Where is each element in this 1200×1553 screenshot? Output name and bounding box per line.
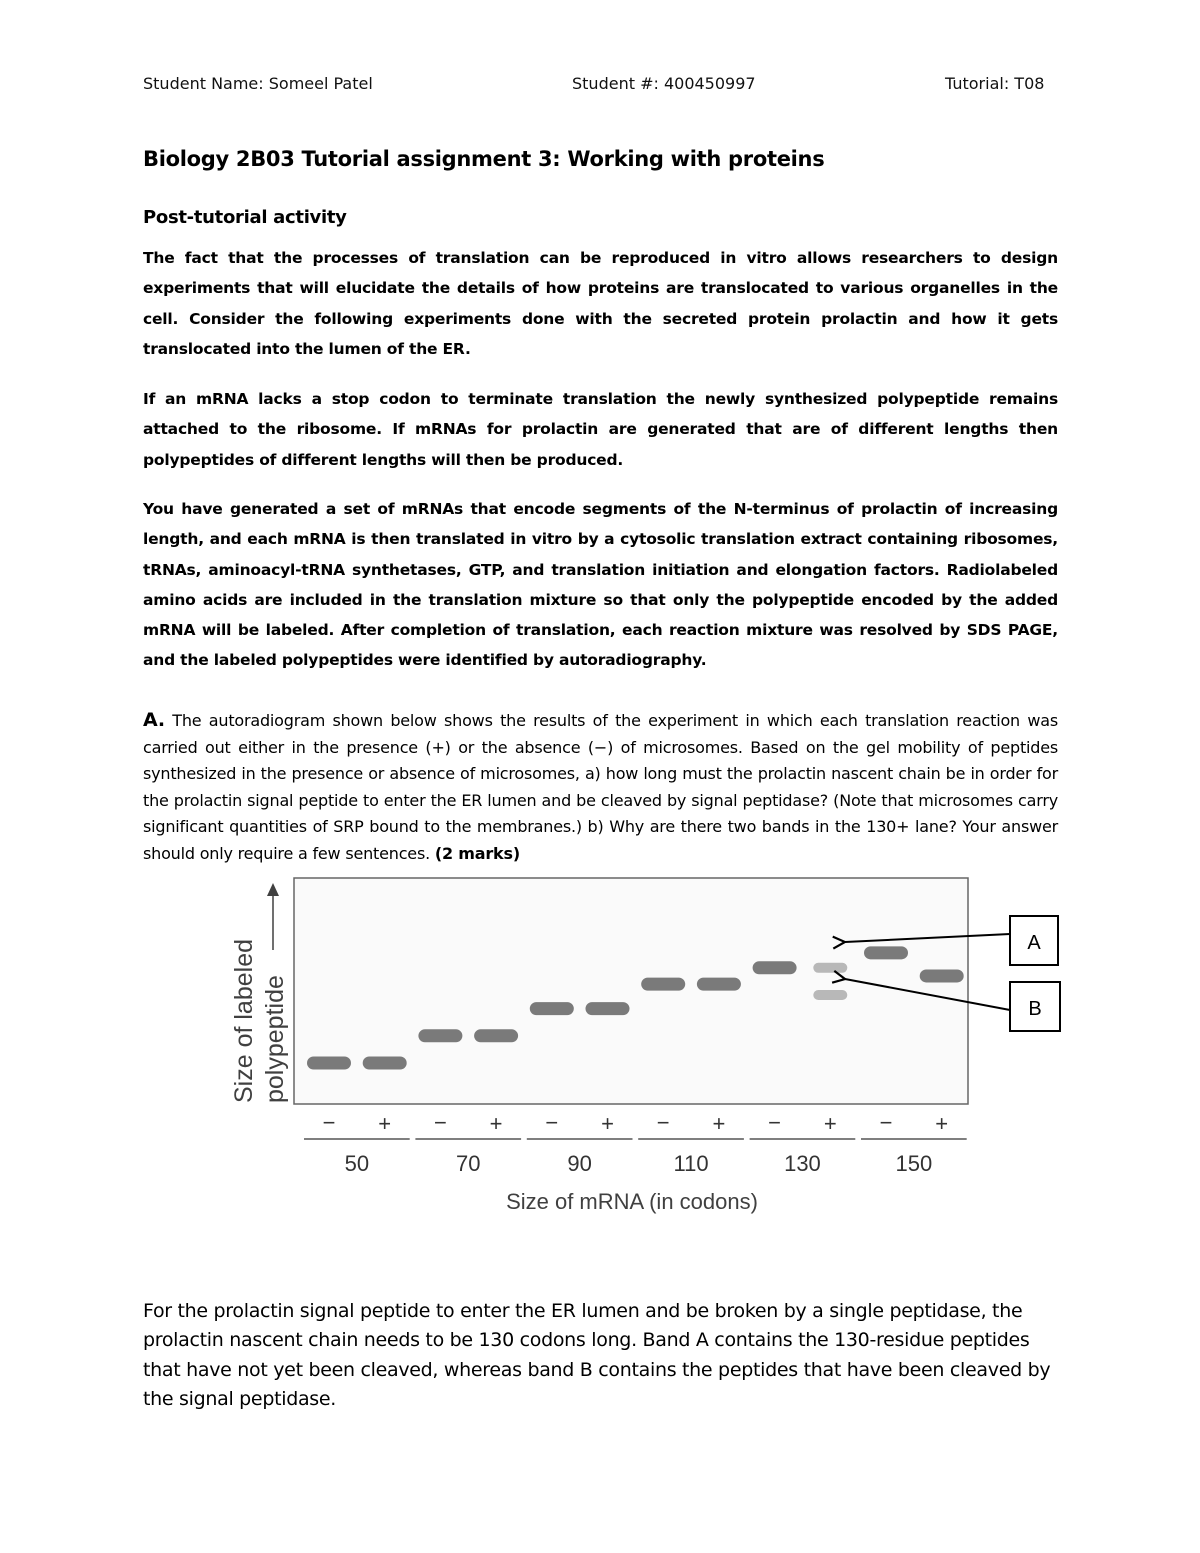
gel-band-130-plus-a-0: [813, 963, 847, 973]
lane-sign-150-minus: −: [879, 1110, 893, 1135]
gel-band-130-plus-b-1: [813, 990, 847, 1000]
callout-b-label: B: [1028, 998, 1042, 1020]
lane-sign-90-plus: +: [601, 1111, 614, 1136]
gel-band-110-minus-0: [641, 978, 685, 991]
lane-sign-50-plus: +: [378, 1111, 392, 1136]
y-axis-label-line-1: Size of labeled: [230, 938, 258, 1103]
gel-band-50-minus-0: [307, 1057, 351, 1070]
gel-band-110-plus-0: [697, 978, 741, 991]
lane-sign-70-plus: +: [489, 1111, 503, 1136]
lane-group-label-150: 150: [895, 1151, 933, 1176]
question-marks: (2 marks): [434, 843, 520, 863]
lane-group-label-130: 130: [784, 1151, 821, 1176]
lane-sign-110-minus: −: [656, 1110, 670, 1135]
lane-sign-150-plus: +: [935, 1111, 949, 1136]
lane-group-label-70: 70: [456, 1151, 481, 1176]
lane-sign-50-minus: −: [322, 1110, 336, 1135]
callout-a-label: A: [1027, 932, 1041, 954]
lane-sign-90-minus: −: [545, 1110, 559, 1135]
question-text: The autoradiogram shown below shows the results of the experiment in which each translation reaction was carried out either in the presence (+) or the absence (−) of microsomes. Based on the gel mobility of peptides synthesized in the presence or absence of microsomes, a) how long must the prolactin nascent chain be in order for the prolactin signal peptide to enter the ER lumen and be cleaved by signal peptidase? (Note that microsomes carry significant quantities of SRP bound to the membranes.) b) Why are there two bands in the 130+ lane? Your answer should only require a few sentences.: [143, 711, 1058, 863]
gel-band-70-minus-0: [418, 1029, 462, 1042]
x-axis-label: Size of mRNA (in codons): [506, 1189, 758, 1214]
lane-group-label-110: 110: [673, 1151, 709, 1176]
gel-band-50-plus-0: [363, 1057, 407, 1070]
lane-sign-110-plus: +: [712, 1111, 726, 1136]
y-axis-label-line-2: polypeptide: [261, 975, 289, 1103]
student-name: Student Name: Someel Patel: [143, 74, 373, 93]
stop-codon-paragraph: If an mRNA lacks a stop codon to terminate translation the newly synthesized polypeptide remains attached to the ribosome. If mRNAs for prolactin are generated that are of different lengths then polypeptides of different lengths will then be produced.: [143, 390, 1058, 469]
gel-panel: [294, 878, 968, 1104]
gel-band-130-minus-0: [753, 961, 797, 974]
question-label: A.: [143, 709, 165, 731]
student-number: Student #: 400450997: [572, 74, 756, 93]
tutorial-code: Tutorial: T08: [945, 74, 1045, 93]
answer-text: For the prolactin signal peptide to enter the ER lumen and be broken by a single peptidase, the prolactin nascent chain needs to be 130 codons long. Band A contains the 130-residue peptides that have not yet been cleaved, whereas band B contains the peptides that have been cleaved by the signal peptidase.: [143, 1300, 1051, 1411]
lane-sign-130-minus: −: [768, 1110, 782, 1135]
document-title: Biology 2B03 Tutorial assignment 3: Working with proteins: [143, 147, 825, 171]
gel-band-150-minus-0: [864, 946, 908, 959]
intro-paragraph: The fact that the processes of translation can be reproduced in vitro allows researchers to design experiments that will elucidate the details of how proteins are translocated to various organelles in the cell. Consider the following experiments done with the secreted protein prolactin and how it gets translocated into the lumen of the ER.: [143, 249, 1058, 358]
lane-group-label-50: 50: [344, 1151, 370, 1176]
gel-band-70-plus-0: [474, 1029, 518, 1042]
section-heading: Post-tutorial activity: [143, 207, 347, 228]
gel-band-150-plus-0: [920, 969, 964, 982]
lane-sign-70-minus: −: [433, 1110, 447, 1135]
experiment-paragraph: You have generated a set of mRNAs that encode segments of the N-terminus of prolactin of increasing length, and each mRNA is then translated in vitro by a cytosolic translation extract containing ribosomes, tRNAs, aminoacyl-tRNA synthetases, GTP, and translation initiation and elongation factors. Radiolabeled amino acids are included in the translation mixture so that only the polypeptide encoded by the added mRNA will be labeled. After completion of translation, each reaction mixture was resolved by SDS PAGE, and the labeled polypeptides were identified by autoradiography.: [143, 500, 1058, 670]
gel-band-90-plus-0: [586, 1002, 630, 1015]
gel-band-90-minus-0: [530, 1002, 574, 1015]
lane-sign-130-plus: +: [823, 1111, 837, 1136]
lane-group-label-90: 90: [567, 1151, 592, 1176]
